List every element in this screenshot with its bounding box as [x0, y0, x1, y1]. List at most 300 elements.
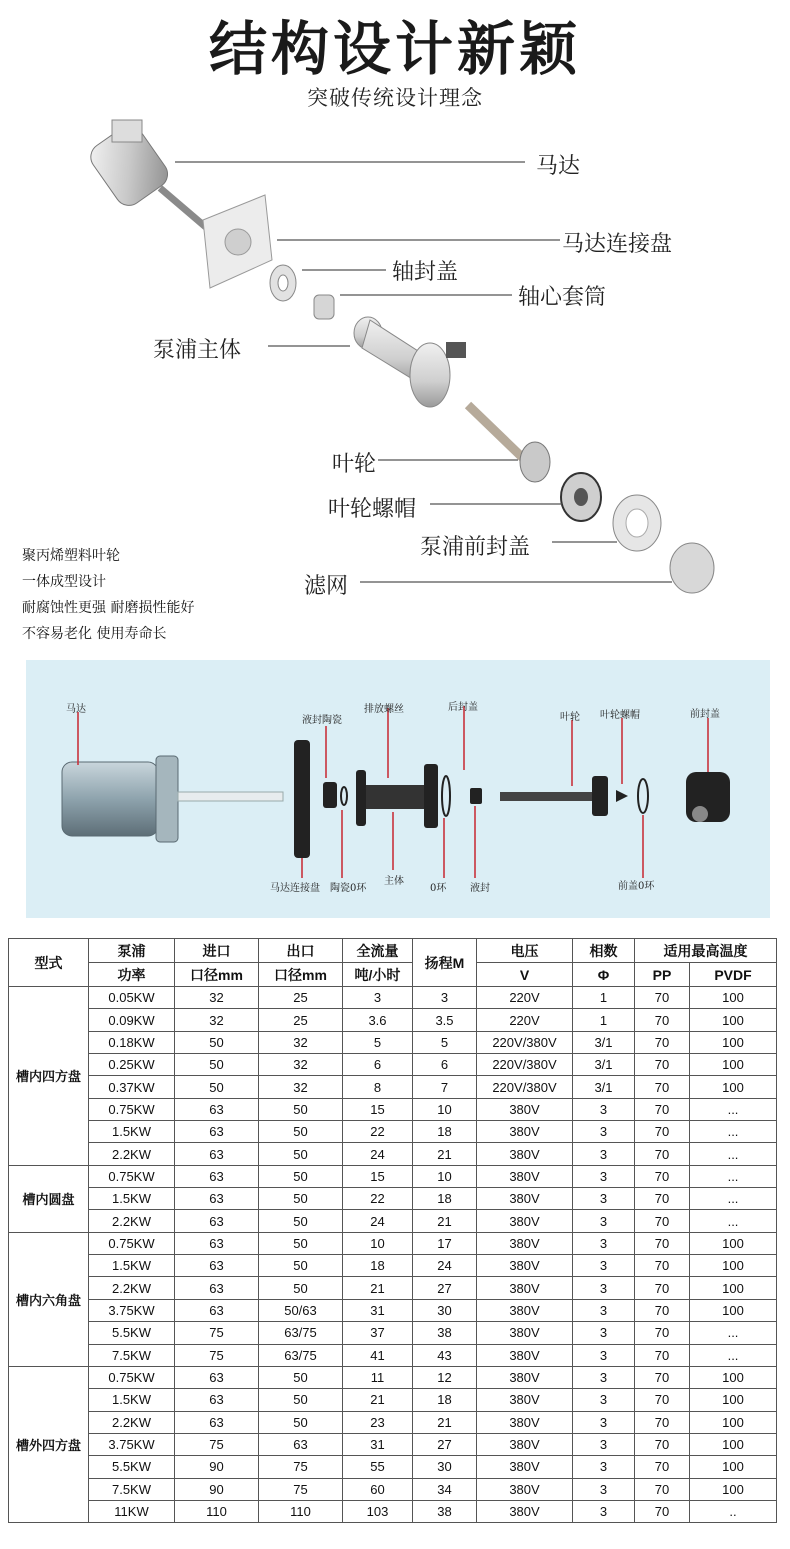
- table-cell: 100: [690, 1054, 777, 1076]
- page-subtitle: 突破传统设计理念: [307, 86, 483, 110]
- callout-filter: 滤网: [304, 574, 349, 599]
- table-cell: 1.5KW: [89, 1255, 175, 1277]
- table-cell: 5: [413, 1031, 477, 1053]
- table-cell: 70: [635, 1210, 690, 1232]
- table-cell: 0.37KW: [89, 1076, 175, 1098]
- table-cell: 3: [573, 1322, 635, 1344]
- table-cell: 100: [690, 1433, 777, 1455]
- table-cell: 31: [343, 1299, 413, 1321]
- table-cell: 220V/380V: [477, 1076, 573, 1098]
- table-cell: 75: [259, 1478, 343, 1500]
- table-cell: 70: [635, 1098, 690, 1120]
- table-cell: 63: [175, 1188, 259, 1210]
- table-cell: 50: [175, 1054, 259, 1076]
- table-cell: 0.75KW: [89, 1366, 175, 1388]
- table-cell: ...: [690, 1344, 777, 1366]
- table-cell: 24: [343, 1143, 413, 1165]
- table-row: [9, 1076, 777, 1098]
- label-motor: 马达: [66, 704, 86, 715]
- table-cell: ...: [690, 1210, 777, 1232]
- table-cell: 3: [573, 1143, 635, 1165]
- col-inlet-bottom: 口径mm: [175, 963, 259, 987]
- table-cell: 6: [413, 1054, 477, 1076]
- table-cell: 63: [175, 1366, 259, 1388]
- table-cell: 0.25KW: [89, 1054, 175, 1076]
- table-cell: 75: [175, 1344, 259, 1366]
- table-cell: 380V: [477, 1366, 573, 1388]
- table-cell: 3: [573, 1255, 635, 1277]
- table-cell: 63: [175, 1411, 259, 1433]
- table-cell: 380V: [477, 1277, 573, 1299]
- table-cell: 100: [690, 1076, 777, 1098]
- table-cell: 50: [259, 1121, 343, 1143]
- label-impeller: 叶轮: [560, 712, 580, 723]
- table-cell: 21: [343, 1389, 413, 1411]
- table-cell: 70: [635, 1299, 690, 1321]
- table-cell: 24: [343, 1210, 413, 1232]
- table-cell: 24: [413, 1255, 477, 1277]
- table-cell: 50: [259, 1098, 343, 1120]
- table-cell: 220V: [477, 987, 573, 1009]
- table-cell: 11KW: [89, 1500, 175, 1522]
- table-cell: 380V: [477, 1344, 573, 1366]
- table-cell: 3/1: [573, 1031, 635, 1053]
- table-cell: 18: [413, 1121, 477, 1143]
- table-cell: 70: [635, 1500, 690, 1522]
- table-cell: 100: [690, 1277, 777, 1299]
- table-cell: 380V: [477, 1255, 573, 1277]
- table-cell: 110: [175, 1500, 259, 1522]
- table-cell: 100: [690, 987, 777, 1009]
- model-family-cell: 槽内四方盘: [9, 987, 89, 1166]
- table-cell: 63: [175, 1098, 259, 1120]
- col-temp-pvdf: PVDF: [690, 963, 777, 987]
- table-cell: 50: [175, 1031, 259, 1053]
- table-cell: 3: [573, 1500, 635, 1522]
- table-cell: 70: [635, 1031, 690, 1053]
- table-cell: 380V: [477, 1389, 573, 1411]
- table-cell: 100: [690, 1009, 777, 1031]
- table-cell: 3/1: [573, 1076, 635, 1098]
- callout-front-cover: 泵浦前封盖: [420, 535, 531, 560]
- table-cell: 70: [635, 1009, 690, 1031]
- table-cell: 50: [259, 1165, 343, 1187]
- table-cell: 380V: [477, 1098, 573, 1120]
- table-cell: 70: [635, 1344, 690, 1366]
- table-cell: 103: [343, 1500, 413, 1522]
- table-cell: 7.5KW: [89, 1478, 175, 1500]
- table-cell: 63: [175, 1165, 259, 1187]
- table-cell: 380V: [477, 1143, 573, 1165]
- table-cell: 10: [413, 1098, 477, 1120]
- table-row: [9, 1165, 777, 1187]
- col-inlet-top: 进口: [175, 939, 259, 963]
- table-cell: 70: [635, 1478, 690, 1500]
- table-cell: 3: [343, 987, 413, 1009]
- table-cell: 5.5KW: [89, 1322, 175, 1344]
- table-cell: 380V: [477, 1322, 573, 1344]
- model-family-cell: 槽内六角盘: [9, 1232, 89, 1366]
- table-cell: 30: [413, 1299, 477, 1321]
- table-row: [9, 987, 777, 1009]
- table-cell: 0.75KW: [89, 1098, 175, 1120]
- table-cell: ...: [690, 1188, 777, 1210]
- table-cell: 7.5KW: [89, 1344, 175, 1366]
- table-cell: 37: [343, 1322, 413, 1344]
- table-cell: 3: [573, 1277, 635, 1299]
- label-motor-plate: 马达连接盘: [270, 883, 320, 894]
- table-cell: 70: [635, 1232, 690, 1254]
- table-cell: 50: [259, 1143, 343, 1165]
- table-cell: 63: [175, 1232, 259, 1254]
- table-cell: 1: [573, 1009, 635, 1031]
- table-cell: 23: [343, 1411, 413, 1433]
- assembly-motor: [62, 756, 283, 842]
- table-cell: 100: [690, 1456, 777, 1478]
- table-row: [9, 1210, 777, 1232]
- table-cell: 380V: [477, 1121, 573, 1143]
- table-row: [9, 1411, 777, 1433]
- table-cell: 21: [413, 1210, 477, 1232]
- table-cell: 10: [343, 1232, 413, 1254]
- table-cell: 100: [690, 1031, 777, 1053]
- col-temp-pp: PP: [635, 963, 690, 987]
- table-row: [9, 1433, 777, 1455]
- table-cell: 380V: [477, 1188, 573, 1210]
- assembly-panel: [26, 660, 770, 918]
- note: 一体成型设计: [22, 574, 106, 590]
- table-cell: 380V: [477, 1433, 573, 1455]
- table-cell: 30: [413, 1456, 477, 1478]
- table-cell: 41: [343, 1344, 413, 1366]
- table-cell: 90: [175, 1456, 259, 1478]
- motor-part: [85, 120, 215, 235]
- table-cell: 70: [635, 987, 690, 1009]
- table-cell: 70: [635, 1188, 690, 1210]
- col-voltage-bottom: V: [477, 963, 573, 987]
- table-cell: ...: [690, 1322, 777, 1344]
- table-cell: 32: [259, 1076, 343, 1098]
- col-phase-top: 相数: [573, 939, 635, 963]
- table-cell: 31: [343, 1433, 413, 1455]
- table-row: [9, 1232, 777, 1254]
- table-cell: 3/1: [573, 1054, 635, 1076]
- table-cell: 3: [573, 1121, 635, 1143]
- table-row: [9, 1478, 777, 1500]
- table-cell: 1: [573, 987, 635, 1009]
- table-cell: 15: [343, 1165, 413, 1187]
- label-front-o-ring: 前盖0环: [618, 881, 655, 892]
- sleeve-part: [314, 295, 334, 319]
- table-cell: 70: [635, 1143, 690, 1165]
- note: 耐腐蚀性更强 耐磨损性能好: [22, 600, 195, 616]
- callout-shaft-sleeve: 轴心套筒: [518, 285, 607, 310]
- table-cell: 2.2KW: [89, 1411, 175, 1433]
- table-cell: 75: [175, 1433, 259, 1455]
- table-cell: ...: [690, 1143, 777, 1165]
- table-cell: 220V/380V: [477, 1054, 573, 1076]
- col-voltage-top: 电压: [477, 939, 573, 963]
- table-cell: 220V/380V: [477, 1031, 573, 1053]
- table-cell: 70: [635, 1255, 690, 1277]
- table-cell: 50: [259, 1232, 343, 1254]
- table-cell: 50: [259, 1366, 343, 1388]
- table-row: [9, 1389, 777, 1411]
- spec-table-body: [9, 987, 777, 1523]
- table-cell: 38: [413, 1322, 477, 1344]
- table-row: [9, 1277, 777, 1299]
- table-cell: 55: [343, 1456, 413, 1478]
- table-cell: 70: [635, 1366, 690, 1388]
- table-cell: 380V: [477, 1210, 573, 1232]
- table-cell: 43: [413, 1344, 477, 1366]
- col-phase-bottom: Φ: [573, 963, 635, 987]
- table-cell: 3.5: [413, 1009, 477, 1031]
- table-cell: 12: [413, 1366, 477, 1388]
- table-cell: 3: [573, 1433, 635, 1455]
- table-cell: 6: [343, 1054, 413, 1076]
- table-cell: 32: [259, 1054, 343, 1076]
- table-row: [9, 1322, 777, 1344]
- table-cell: 110: [259, 1500, 343, 1522]
- table-cell: 100: [690, 1411, 777, 1433]
- table-cell: 18: [413, 1188, 477, 1210]
- table-cell: 380V: [477, 1478, 573, 1500]
- table-cell: 2.2KW: [89, 1143, 175, 1165]
- spec-table: [8, 938, 777, 1523]
- table-cell: ...: [690, 1121, 777, 1143]
- table-cell: ...: [690, 1098, 777, 1120]
- model-family-cell: 槽内圆盘: [9, 1165, 89, 1232]
- col-outlet-top: 出口: [259, 939, 343, 963]
- table-cell: 63: [175, 1255, 259, 1277]
- table-cell: 3: [573, 1165, 635, 1187]
- col-outlet-bottom: 口径mm: [259, 963, 343, 987]
- table-row: [9, 1098, 777, 1120]
- table-cell: 34: [413, 1478, 477, 1500]
- col-model: 型式: [9, 939, 89, 987]
- table-cell: 50: [259, 1389, 343, 1411]
- table-cell: 75: [259, 1456, 343, 1478]
- table-row: [9, 1188, 777, 1210]
- table-cell: 3: [573, 1411, 635, 1433]
- table-cell: 380V: [477, 1165, 573, 1187]
- table-row: [9, 1255, 777, 1277]
- table-cell: 380V: [477, 1232, 573, 1254]
- table-cell: 50: [259, 1411, 343, 1433]
- note: 聚丙烯塑料叶轮: [22, 548, 120, 564]
- table-cell: 100: [690, 1389, 777, 1411]
- label-main-body: 主体: [384, 876, 404, 887]
- label-impeller-nut: 叶轮螺帽: [600, 710, 640, 721]
- table-cell: 38: [413, 1500, 477, 1522]
- impeller-part: [468, 405, 525, 460]
- table-cell: 70: [635, 1165, 690, 1187]
- table-cell: 32: [175, 1009, 259, 1031]
- pump-body-part: [354, 317, 466, 407]
- col-power-top: 泵浦: [89, 939, 175, 963]
- callout-motor: 马达: [536, 154, 581, 179]
- table-cell: 25: [259, 1009, 343, 1031]
- table-cell: 3: [573, 1456, 635, 1478]
- label-ceramic-ring: 陶瓷0环: [330, 883, 367, 894]
- table-cell: 3.75KW: [89, 1299, 175, 1321]
- table-cell: ..: [690, 1500, 777, 1522]
- table-cell: 15: [343, 1098, 413, 1120]
- label-drain-screw: 排放螺丝: [364, 704, 404, 715]
- col-power-bottom: 功率: [89, 963, 175, 987]
- table-cell: 50/63: [259, 1299, 343, 1321]
- table-cell: 3: [573, 1299, 635, 1321]
- table-row: [9, 1299, 777, 1321]
- table-cell: 63: [175, 1210, 259, 1232]
- table-cell: 8: [343, 1076, 413, 1098]
- table-row: [9, 1031, 777, 1053]
- table-cell: 22: [343, 1188, 413, 1210]
- table-cell: 63: [175, 1389, 259, 1411]
- callout-shaft-seal-cover: 轴封盖: [392, 260, 459, 285]
- table-cell: 100: [690, 1299, 777, 1321]
- col-flow-bottom: 吨/小时: [343, 963, 413, 987]
- callout-impeller: 叶轮: [332, 452, 377, 477]
- note: 不容易老化 使用寿命长: [22, 626, 167, 642]
- table-cell: 3: [573, 1098, 635, 1120]
- table-cell: 17: [413, 1232, 477, 1254]
- table-cell: 70: [635, 1456, 690, 1478]
- table-cell: ...: [690, 1165, 777, 1187]
- table-cell: 27: [413, 1433, 477, 1455]
- table-cell: 70: [635, 1322, 690, 1344]
- table-cell: 380V: [477, 1500, 573, 1522]
- table-cell: 5: [343, 1031, 413, 1053]
- table-cell: 100: [690, 1232, 777, 1254]
- table-row: [9, 1054, 777, 1076]
- table-row: [9, 1143, 777, 1165]
- col-head: 扬程M: [413, 939, 477, 987]
- table-cell: 0.18KW: [89, 1031, 175, 1053]
- table-cell: 21: [343, 1277, 413, 1299]
- filter-part: [670, 543, 714, 593]
- model-family-cell: 槽外四方盘: [9, 1366, 89, 1522]
- table-cell: 11: [343, 1366, 413, 1388]
- table-cell: 63/75: [259, 1322, 343, 1344]
- table-cell: 3: [573, 1188, 635, 1210]
- table-cell: 70: [635, 1121, 690, 1143]
- table-cell: 21: [413, 1143, 477, 1165]
- col-flow-top: 全流量: [343, 939, 413, 963]
- table-cell: 380V: [477, 1411, 573, 1433]
- table-cell: 3: [573, 1210, 635, 1232]
- callout-impeller-nut: 叶轮螺帽: [328, 497, 417, 522]
- table-cell: 3: [413, 987, 477, 1009]
- table-cell: 5.5KW: [89, 1456, 175, 1478]
- table-cell: 70: [635, 1076, 690, 1098]
- table-cell: 50: [259, 1188, 343, 1210]
- table-cell: 1.5KW: [89, 1188, 175, 1210]
- label-ceramic-seal: 液封陶瓷: [302, 715, 342, 726]
- table-row: [9, 1456, 777, 1478]
- callout-motor-plate: 马达连接盘: [562, 232, 673, 257]
- table-cell: 90: [175, 1478, 259, 1500]
- table-cell: 32: [175, 987, 259, 1009]
- table-cell: 18: [343, 1255, 413, 1277]
- callout-pump-body: 泵浦主体: [153, 338, 242, 363]
- table-cell: 3: [573, 1366, 635, 1388]
- table-cell: 0.09KW: [89, 1009, 175, 1031]
- table-cell: 25: [259, 987, 343, 1009]
- table-cell: 70: [635, 1054, 690, 1076]
- table-cell: 100: [690, 1255, 777, 1277]
- table-cell: 50: [259, 1255, 343, 1277]
- table-cell: 100: [690, 1478, 777, 1500]
- table-cell: 70: [635, 1277, 690, 1299]
- assembly-parts: [294, 740, 730, 858]
- table-row: [9, 1500, 777, 1522]
- table-cell: 0.05KW: [89, 987, 175, 1009]
- table-cell: 70: [635, 1411, 690, 1433]
- table-cell: 7: [413, 1076, 477, 1098]
- exploded-view: [0, 110, 790, 650]
- table-cell: 3: [573, 1478, 635, 1500]
- label-front-cover: 前封盖: [690, 709, 720, 720]
- table-cell: 63: [175, 1121, 259, 1143]
- table-cell: 10: [413, 1165, 477, 1187]
- table-cell: 21: [413, 1411, 477, 1433]
- label-liquid-seal: 液封: [470, 883, 490, 894]
- table-cell: 0.75KW: [89, 1165, 175, 1187]
- table-cell: 32: [259, 1031, 343, 1053]
- table-cell: 3: [573, 1389, 635, 1411]
- table-cell: 63: [175, 1299, 259, 1321]
- table-cell: 50: [259, 1210, 343, 1232]
- table-cell: 63: [175, 1143, 259, 1165]
- table-cell: 2.2KW: [89, 1210, 175, 1232]
- table-row: [9, 1121, 777, 1143]
- table-cell: 380V: [477, 1299, 573, 1321]
- table-cell: 60: [343, 1478, 413, 1500]
- label-o-ring: 0环: [430, 883, 447, 894]
- table-cell: 100: [690, 1366, 777, 1388]
- table-row: [9, 1344, 777, 1366]
- table-cell: 1.5KW: [89, 1389, 175, 1411]
- table-cell: 70: [635, 1389, 690, 1411]
- table-cell: 22: [343, 1121, 413, 1143]
- table-cell: 3: [573, 1232, 635, 1254]
- table-cell: 75: [175, 1322, 259, 1344]
- table-cell: 50: [259, 1277, 343, 1299]
- table-cell: 18: [413, 1389, 477, 1411]
- table-cell: 27: [413, 1277, 477, 1299]
- table-cell: 63/75: [259, 1344, 343, 1366]
- label-rear-cover: 后封盖: [448, 702, 478, 713]
- table-cell: 50: [175, 1076, 259, 1098]
- feature-notes: [22, 543, 194, 647]
- table-cell: 1.5KW: [89, 1121, 175, 1143]
- table-cell: 2.2KW: [89, 1277, 175, 1299]
- table-cell: 3.75KW: [89, 1433, 175, 1455]
- table-cell: 63: [259, 1433, 343, 1455]
- table-cell: 63: [175, 1277, 259, 1299]
- table-cell: 0.75KW: [89, 1232, 175, 1254]
- page-title: 结构设计新颖: [208, 15, 581, 83]
- table-cell: 70: [635, 1433, 690, 1455]
- table-cell: 3.6: [343, 1009, 413, 1031]
- table-cell: 380V: [477, 1456, 573, 1478]
- table-cell: 220V: [477, 1009, 573, 1031]
- table-row: [9, 1009, 777, 1031]
- table-cell: 3: [573, 1344, 635, 1366]
- col-temp: 适用最高温度: [635, 939, 777, 963]
